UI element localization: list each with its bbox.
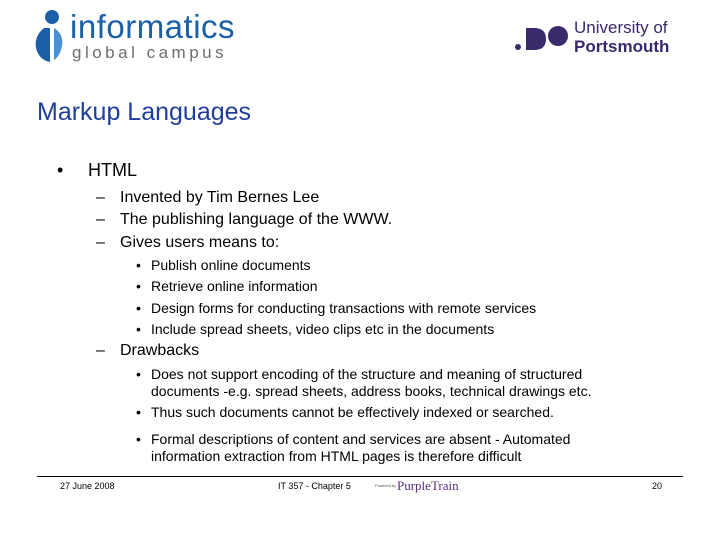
bullet-marker: • [136, 278, 141, 294]
sub-bullet-invented: Invented by Tim Bernes Lee [120, 189, 320, 206]
drawback-item-line: documents -e.g. spread sheets, address books, technical drawings etc. [151, 383, 592, 399]
bullet-marker: • [136, 300, 141, 316]
drawback-item-line: Thus such documents cannot be effectively indexed or searched. [151, 404, 554, 420]
dash-marker: – [96, 189, 105, 206]
bullet-html-text: HTML [88, 160, 137, 180]
bullet-marker: • [57, 160, 64, 180]
portsmouth-dots-icon [512, 20, 572, 56]
footer-date: 27 June 2008 [60, 481, 115, 491]
purpletrain-logo [375, 478, 485, 496]
purpletrain-brand: PurpleTrain [397, 478, 459, 493]
portsmouth-logo-line2: Portsmouth [574, 37, 670, 56]
sub-bullet-gives-users: Gives users means to: [120, 234, 280, 251]
drawback-item-line: Does not support encoding of the structure and meaning of structured [151, 366, 583, 382]
means-item: Design forms for conducting transactions with remote services [151, 300, 537, 316]
drawback-item-line: Formal descriptions of content and services are absent - Automated [151, 431, 571, 447]
drawback-item-line: information extraction from HTML pages is therefore difficult [151, 448, 522, 464]
bullet-marker: • [136, 431, 141, 447]
powered-by-text: Powered by [375, 483, 397, 488]
dash-marker: – [96, 234, 105, 251]
portsmouth-logo [512, 18, 702, 58]
sub-bullet-publishing-language: The publishing language of the WWW. [120, 211, 393, 228]
sub-bullet-drawbacks: Drawbacks [120, 342, 200, 359]
page-number: 20 [652, 481, 663, 491]
means-item: Retrieve online information [151, 278, 318, 294]
footer-course: IT 357 - Chapter 5 [278, 481, 351, 491]
dash-marker: – [96, 211, 105, 228]
footer-divider [37, 476, 683, 477]
informatics-swoosh-icon [30, 6, 74, 64]
bullet-marker: • [136, 366, 141, 382]
dash-marker: – [96, 342, 105, 359]
portsmouth-logo-line1: University of [574, 18, 668, 37]
informatics-logo-line2: global campus [72, 43, 228, 62]
bullet-marker: • [136, 404, 141, 420]
informatics-logo [30, 6, 270, 64]
means-item: Include spread sheets, video clips etc in the documents [151, 321, 495, 337]
slide-title: Markup Languages [37, 98, 252, 126]
bullet-marker: • [136, 321, 141, 337]
bullet-marker: • [136, 257, 141, 273]
informatics-logo-line1: informatics [70, 8, 236, 45]
means-item: Publish online documents [151, 257, 311, 273]
